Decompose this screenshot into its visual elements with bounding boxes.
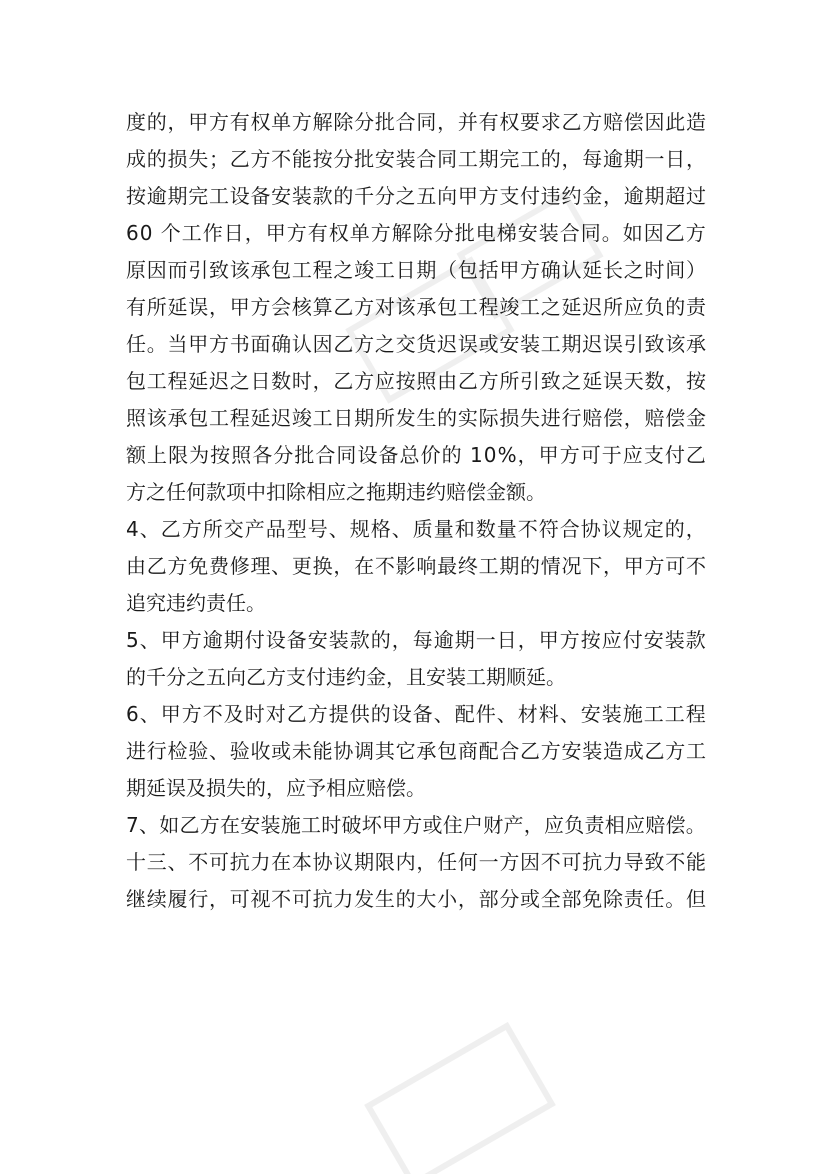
- text-line: 按逾期完工设备安装款的千分之五向甲方支付违约金，逾期超过: [126, 184, 707, 208]
- text-line: 任。当甲方书面确认因乙方之交货迟误或安装工期迟误引致该承: [126, 332, 707, 356]
- text-line: 度的，甲方有权单方解除分批合同，并有权要求乙方赔偿因此造: [126, 110, 707, 134]
- text-line: 的千分之五向乙方支付违约金，且安装工期顺延。: [126, 665, 566, 689]
- text-line: 由乙方免费修理、更换，在不影响最终工期的情况下，甲方可不: [126, 554, 707, 578]
- watermark-logo-bottom: [368, 1026, 552, 1174]
- text-line: 原因而引致该承包工程之竣工日期（包括甲方确认延长之时间）: [126, 258, 707, 282]
- text-line: 期延误及损失的，应予相应赔偿。: [126, 776, 426, 800]
- document-body: [126, 104, 706, 918]
- text-line: 照该承包工程延迟竣工日期所发生的实际损失进行赔偿，赔偿金: [126, 406, 707, 430]
- text-line: 额上限为按照各分批合同设备总价的 10%，甲方可于应支付乙: [126, 443, 707, 467]
- text-line: 方之任何款项中扣除相应之拖期违约赔偿金额。: [126, 480, 546, 504]
- text-line: 5、甲方逾期付设备安装款的，每逾期一日，甲方按应付安装款: [126, 628, 707, 652]
- text-line: 成的损失；乙方不能按分批安装合同工期完工的，每逾期一日，: [126, 147, 707, 171]
- text-line: 7、如乙方在安装施工时破坏甲方或住户财产，应负责相应赔偿。: [126, 813, 706, 837]
- text-line: 十三、不可抗力在本协议期限内，任何一方因不可抗力导致不能: [126, 850, 707, 874]
- text-line: 追究违约责任。: [126, 591, 266, 615]
- text-line: 4、乙方所交产品型号、规格、质量和数量不符合协议规定的，: [126, 517, 707, 541]
- text-line: 有所延误，甲方会核算乙方对该承包工程竣工之延迟所应负的责: [126, 295, 707, 319]
- text-line: 进行检验、验收或未能协调其它承包商配合乙方安装造成乙方工: [126, 739, 707, 763]
- text-line: 6、甲方不及时对乙方提供的设备、配件、材料、安装施工工程: [126, 702, 707, 726]
- text-line: 包工程延迟之日数时，乙方应按照由乙方所引致之延误天数，按: [126, 369, 707, 393]
- text-line: 继续履行，可视不可抗力发生的大小，部分或全部免除责任。但: [126, 887, 707, 911]
- text-line: 60 个工作日，甲方有权单方解除分批电梯安装合同。如因乙方: [126, 221, 707, 245]
